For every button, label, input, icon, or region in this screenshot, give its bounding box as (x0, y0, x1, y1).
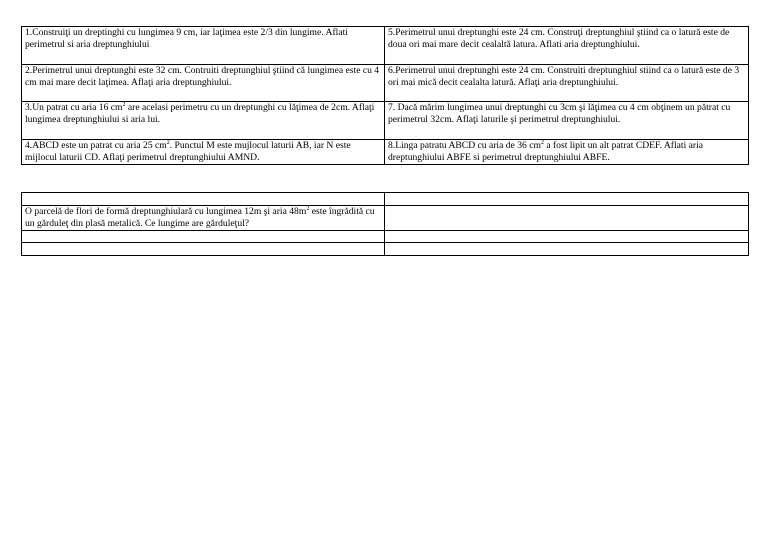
empty-cell (22, 193, 385, 206)
table-row (22, 140, 749, 165)
garden-problem-text-a: O parcelă de flori de formă dreptunghiulară cu lungimea 12m şi aria 48m (25, 206, 307, 217)
problem-8-text-a: 8.Linga patratu ABCD cu aria de 36 cm (388, 140, 541, 151)
garden-problem (22, 206, 385, 231)
garden-problem-text-b: este îngrădită cu un gărduleţ din plasă metalică. Ce lungime are gărduleţul? (25, 206, 375, 229)
problem-8-text-b: a fost lipit un alt patrat CDEF. Aflati aria dreptunghiului ABFE si perimetrul dreptunghiului ABFE. (388, 140, 704, 163)
garden-problem-table (21, 192, 749, 256)
table-row (22, 27, 749, 65)
problem-1: 1.Construiţi un dreptinghi cu lungimea 9 cm, iar laţimea este 2/3 din lungime. Aflati perimetrul si aria dreptunghiului (22, 27, 385, 65)
empty-cell (22, 231, 385, 243)
problem-4 (22, 140, 385, 165)
problem-3-text-a: 3.Un patrat cu aria 16 cm (25, 102, 123, 113)
problem-4-text-b: . Punctul M este mujlocul laturii AB, iar N este mijlocul laturii CD. Aflaţi perimetrul dreptunghiului AMND. (25, 140, 351, 163)
problem-7-text: 7. Dacă mărim lungimea unui dreptunghi cu 3cm şi lăţimea cu 4 cm obţinem un pătrat cu perimetrul 32cm. Aflaţi laturile şi perimetrul dreptunghiului. (388, 102, 731, 125)
empty-cell (385, 231, 749, 243)
empty-cell (385, 243, 749, 256)
problem-3 (22, 102, 385, 140)
empty-cell (385, 206, 749, 231)
problem-8-superscript: 2 (540, 139, 544, 146)
table-row (22, 193, 749, 206)
problem-7 (385, 102, 749, 140)
problem-4-text-a: 4.ABCD este un patrat cu aria 25 cm (25, 140, 167, 151)
table-row (22, 243, 749, 256)
empty-cell (385, 193, 749, 206)
problem-8 (385, 140, 749, 165)
table-row (22, 231, 749, 243)
empty-cell (22, 243, 385, 256)
problem-2: 2.Perimetrul unui dreptunghi este 32 cm. Contruiti dreptunghiul ştiind că lungimea este cu 4 cm mai mare decit laţimea. Aflaţi aria dreptunghiului. (22, 65, 385, 102)
table-row (22, 206, 749, 231)
problem-6: 6.Perimetrul unui dreptunghi este 24 cm. Construiti dreptunghiul stiind ca o latură este de 3 ori mai mică decit cealalta latură. Aflaţi aria dreptunghiului. (385, 65, 749, 102)
problem-5: 5.Perimetrul unui dreptunghi este 24 cm. Construţi dreptunghiul ştiind ca o latură este de doua ori mai mare decit cealaltă latura. Aflati aria dreptunghiului. (385, 27, 749, 65)
problem-3-superscript: 2 (122, 101, 126, 108)
table-row (22, 102, 749, 140)
problem-4-superscript: 2 (166, 139, 170, 146)
table-row (22, 65, 749, 102)
garden-problem-superscript: 2 (306, 205, 310, 212)
problem-3-text-b: are acelasi perimetru cu un dreptunghi cu lăţimea de 2cm. Aflaţi lungimea dreptunghiului si aria lui. (25, 102, 375, 125)
problems-table (21, 26, 749, 165)
